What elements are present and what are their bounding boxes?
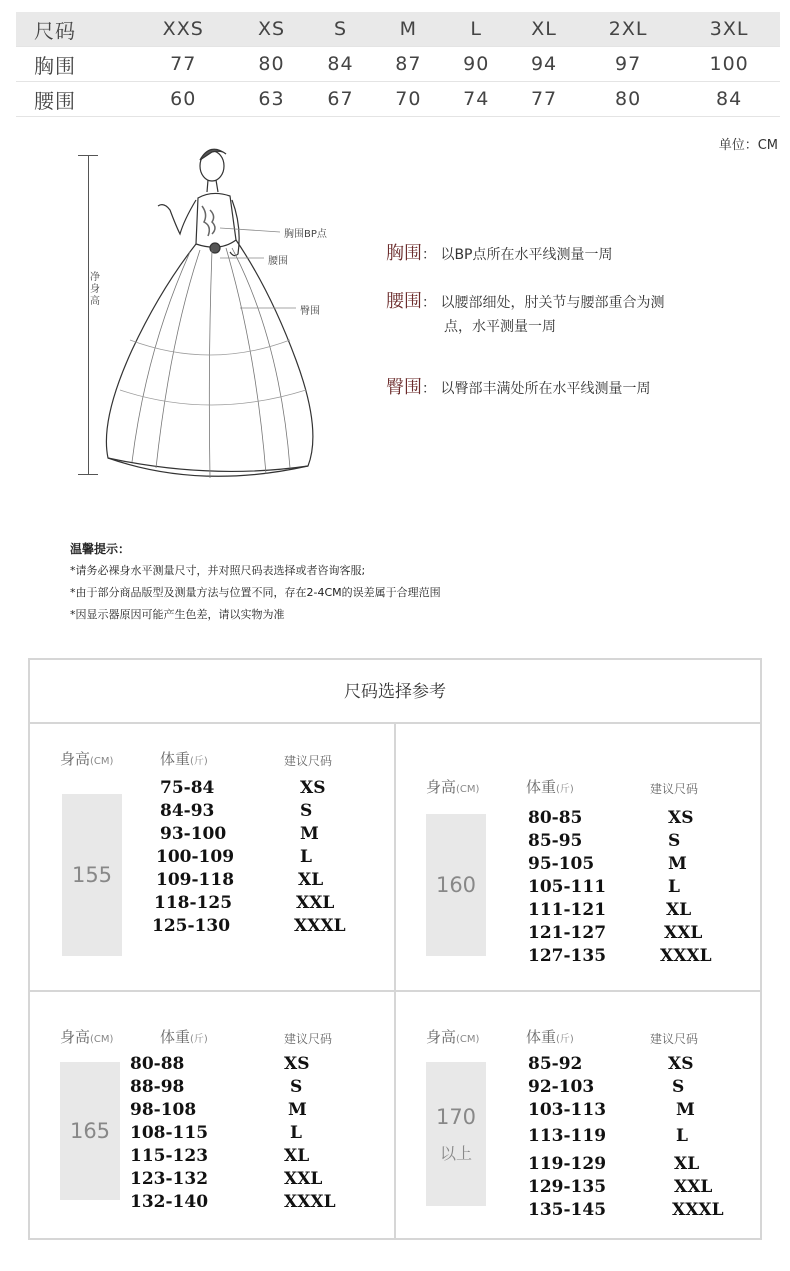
recommend-label: 建议尺码 (284, 1032, 333, 1046)
size-header-cell: 3XL (678, 12, 780, 47)
definition-colon: ： (422, 295, 436, 311)
size-value: XXXL (284, 1192, 336, 1212)
size-value: XXL (296, 893, 335, 913)
height-value-box (62, 794, 122, 956)
recommend-label: 建议尺码 (284, 754, 333, 768)
definition-text: 以腰部细处，肘关节与腰部重合为测 (440, 295, 665, 311)
reference-panel-160 (396, 724, 762, 990)
size-value: XXL (284, 1169, 323, 1189)
weight-size-row (528, 1177, 758, 1200)
size-value-cell: 87 (374, 47, 442, 82)
size-value-cell: 67 (307, 82, 375, 117)
weight-range: 123-132 (130, 1169, 209, 1189)
weight-size-row (152, 893, 392, 916)
size-header-cell: 尺码 (16, 12, 130, 47)
weight-label-text: 体重 (160, 750, 191, 768)
weight-unit: (斤) (556, 1034, 574, 1045)
size-value: L (300, 847, 312, 867)
size-value-cell: 80 (578, 82, 678, 117)
size-value: XXXL (672, 1200, 724, 1220)
definition-bust (386, 242, 613, 267)
size-value: XL (674, 1154, 700, 1174)
weight-size-row (130, 1054, 380, 1077)
weight-size-row (130, 1192, 380, 1215)
definition-waist (386, 290, 664, 339)
weight-range: 118-125 (154, 893, 233, 913)
weight-size-row (152, 801, 392, 824)
size-value: L (676, 1126, 688, 1146)
definition-term: 臀围 (386, 377, 422, 398)
weight-range: 105-111 (528, 877, 607, 897)
weight-range: 127-135 (528, 946, 607, 966)
size-value: XS (668, 808, 694, 828)
bust-bp-annotation: 胸围BP点 (284, 229, 327, 240)
weight-size-row (152, 778, 392, 801)
weight-range: 119-129 (528, 1154, 607, 1174)
size-header-cell: XL (510, 12, 578, 47)
size-header-cell: XXS (130, 12, 236, 47)
size-table (16, 12, 780, 117)
reference-title: 尺码选择参考 (30, 660, 760, 724)
size-value: M (288, 1100, 307, 1120)
weight-label (526, 1026, 574, 1047)
size-value-cell: 97 (578, 47, 678, 82)
weight-label (160, 748, 208, 769)
weight-size-row (528, 1100, 758, 1126)
weight-label-text: 体重 (526, 778, 557, 796)
weight-size-row (152, 847, 392, 870)
size-value: XS (284, 1054, 310, 1074)
row-label-cell: 胸围 (16, 47, 130, 82)
weight-size-list (130, 1054, 380, 1215)
weight-size-row (528, 900, 758, 923)
height-label (426, 1026, 479, 1047)
reference-panel-155 (30, 724, 394, 990)
size-value: XXL (674, 1177, 713, 1197)
weight-range: 115-123 (130, 1146, 209, 1166)
definition-text-cont: 点，水平测量一周 (444, 319, 556, 335)
weight-size-row (130, 1077, 380, 1100)
size-value-cell: 94 (510, 47, 578, 82)
height-unit: (CM) (90, 756, 114, 767)
weight-range: 95-105 (528, 854, 595, 874)
size-value-cell: 77 (510, 82, 578, 117)
weight-range: 135-145 (528, 1200, 607, 1220)
weight-range: 108-115 (130, 1123, 209, 1143)
size-header-cell: L (442, 12, 510, 47)
size-value-cell: 70 (374, 82, 442, 117)
height-label-text: 身高 (60, 750, 91, 768)
weight-size-row (528, 1200, 758, 1223)
height-value: 155 (71, 863, 113, 887)
size-value: M (676, 1100, 695, 1120)
weight-range: 103-113 (528, 1100, 607, 1120)
hip-annotation: 臀围 (300, 306, 320, 317)
weight-size-row (152, 916, 392, 939)
unit-label: 单位：CM (718, 138, 778, 153)
weight-size-list (528, 808, 758, 969)
tips-section (70, 538, 441, 626)
weight-size-row (528, 808, 758, 831)
weight-range: 92-103 (528, 1077, 595, 1097)
size-value: XL (666, 900, 692, 920)
weight-range: 75-84 (160, 778, 215, 798)
size-value-cell: 84 (678, 82, 780, 117)
weight-range: 98-108 (130, 1100, 197, 1120)
weight-range: 85-92 (528, 1054, 583, 1074)
weight-range: 111-121 (528, 900, 607, 920)
height-value: 160 (435, 873, 477, 897)
size-value: XXXL (660, 946, 712, 966)
weight-label (526, 776, 574, 797)
size-value-cell: 90 (442, 47, 510, 82)
weight-range: 80-85 (528, 808, 583, 828)
definition-hip (386, 376, 650, 401)
size-value-cell: 63 (236, 82, 306, 117)
size-value: XL (284, 1146, 310, 1166)
height-label-text: 身高 (426, 778, 457, 796)
weight-range: 129-135 (528, 1177, 607, 1197)
size-reference-box (28, 658, 762, 1240)
size-value: XS (300, 778, 326, 798)
weight-size-row (528, 946, 758, 969)
weight-size-row (528, 854, 758, 877)
waist-annotation: 腰围 (268, 256, 288, 267)
height-value-suffix: 以上 (439, 1143, 472, 1163)
weight-range: 85-95 (528, 831, 583, 851)
tips-title: 温馨提示： (70, 542, 131, 556)
weight-range: 84-93 (160, 801, 215, 821)
size-table-row-bust (16, 47, 780, 82)
size-value-cell: 60 (130, 82, 236, 117)
weight-range: 109-118 (156, 870, 235, 890)
size-value: S (290, 1077, 303, 1097)
weight-unit: (斤) (556, 784, 574, 795)
height-label (60, 1026, 113, 1047)
tip-item: *请务必裸身水平测量尺寸，并对照尺码表选择或者咨询客服; (70, 564, 366, 577)
definition-term: 腰围 (386, 291, 422, 312)
size-value-cell: 100 (678, 47, 780, 82)
weight-range: 100-109 (156, 847, 235, 867)
height-value: 165 (69, 1119, 111, 1143)
size-value: L (290, 1123, 302, 1143)
weight-size-row (130, 1146, 380, 1169)
weight-range: 125-130 (152, 916, 231, 936)
weight-range: 93-100 (160, 824, 227, 844)
size-header-cell: M (374, 12, 442, 47)
recommend-label: 建议尺码 (650, 782, 699, 796)
reference-panel-165 (30, 992, 394, 1240)
weight-size-row (528, 1126, 758, 1154)
size-value: S (672, 1077, 685, 1097)
weight-size-list (152, 778, 392, 939)
size-header-cell: S (307, 12, 375, 47)
size-value: XXL (664, 923, 703, 943)
height-unit: (CM) (90, 1034, 114, 1045)
height-label (60, 748, 113, 769)
size-table-header-row (16, 12, 780, 47)
height-label (426, 776, 479, 797)
size-header-cell: 2XL (578, 12, 678, 47)
size-value: XXXL (294, 916, 346, 936)
definition-term: 胸围 (386, 243, 422, 264)
size-value: M (668, 854, 687, 874)
size-value-cell: 84 (307, 47, 375, 82)
size-value: XL (298, 870, 324, 890)
height-unit: (CM) (456, 784, 480, 795)
weight-size-row (130, 1100, 380, 1123)
weight-range: 113-119 (528, 1126, 607, 1146)
weight-label-text: 体重 (526, 1028, 557, 1046)
definition-colon: ： (422, 247, 436, 263)
size-value: L (668, 877, 680, 897)
tip-item: *因显示器原因可能产生色差，请以实物为准 (70, 608, 285, 621)
height-value-box (426, 1062, 486, 1206)
height-unit: (CM) (456, 1034, 480, 1045)
size-value-cell: 80 (236, 47, 306, 82)
size-value: XS (668, 1054, 694, 1074)
weight-size-row (528, 923, 758, 946)
recommend-label: 建议尺码 (650, 1032, 699, 1046)
height-value: 170 (435, 1104, 477, 1129)
weight-size-row (528, 1154, 758, 1177)
reference-panel-170 (396, 992, 762, 1240)
height-label-text: 身高 (426, 1028, 457, 1046)
weight-size-list (528, 1054, 758, 1223)
definition-colon: ： (422, 381, 436, 397)
weight-size-row (528, 877, 758, 900)
weight-size-row (528, 831, 758, 854)
row-label-cell: 腰围 (16, 82, 130, 117)
size-table-row-waist (16, 82, 780, 117)
weight-label (160, 1026, 208, 1047)
weight-size-row (130, 1169, 380, 1192)
net-height-label: 净身高 (90, 272, 100, 307)
weight-size-row (152, 870, 392, 893)
height-value-box (426, 814, 486, 956)
size-value: S (300, 801, 313, 821)
weight-range: 80-88 (130, 1054, 185, 1074)
weight-size-row (152, 824, 392, 847)
weight-range: 121-127 (528, 923, 607, 943)
size-value-cell: 74 (442, 82, 510, 117)
size-value: S (668, 831, 681, 851)
weight-unit: (斤) (190, 1034, 208, 1045)
size-value-cell: 77 (130, 47, 236, 82)
definition-text: 以BP点所在水平线测量一周 (440, 247, 613, 263)
weight-range: 88-98 (130, 1077, 185, 1097)
tip-item: *由于部分商品版型及测量方法与位置不同，存在2-4CM的误差属于合理范围 (70, 586, 441, 599)
weight-size-row (528, 1077, 758, 1100)
definition-text: 以臀部丰满处所在水平线测量一周 (440, 381, 651, 397)
weight-size-row (130, 1123, 380, 1146)
size-value: M (300, 824, 319, 844)
weight-unit: (斤) (190, 756, 208, 767)
weight-range: 132-140 (130, 1192, 209, 1212)
height-value-box (60, 1062, 120, 1200)
size-header-cell: XS (236, 12, 306, 47)
weight-size-row (528, 1054, 758, 1077)
height-label-text: 身高 (60, 1028, 91, 1046)
weight-label-text: 体重 (160, 1028, 191, 1046)
